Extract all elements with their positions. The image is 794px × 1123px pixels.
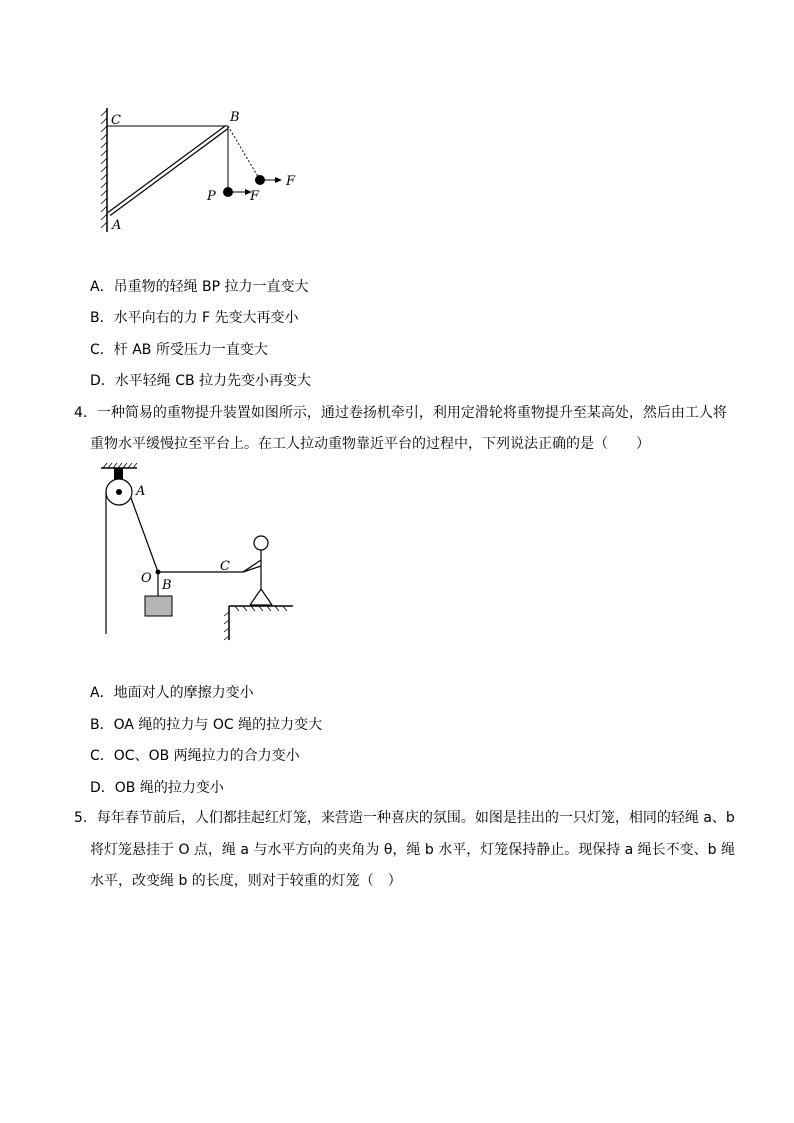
ball-p — [223, 187, 233, 197]
q5-stem-line2: 将灯笼悬挂于 O 点，绳 a 与水平方向的夹角为 θ，绳 b 水平，灯笼保持静止。现保持 a 绳长不变、b 绳 — [90, 842, 736, 858]
label-f1: F — [250, 189, 260, 204]
label-a: A — [136, 484, 146, 499]
q5-stem-line3: 水平，改变绳 b 的长度，则对于较重的灯笼（ ） — [90, 873, 402, 889]
rope-dotted — [228, 126, 260, 180]
arrow-f2 — [275, 177, 282, 183]
q3-option-c: C．杆 AB 所受压力一直变大 — [90, 342, 268, 358]
ball-2 — [255, 175, 265, 185]
label-b: B — [162, 578, 172, 593]
figure-pulley-worker — [95, 462, 305, 642]
label-b: B — [230, 110, 240, 125]
worker — [243, 536, 272, 605]
label-p: P — [207, 189, 216, 204]
wall-hatching — [101, 110, 107, 228]
q5-stem-line1: 5．每年春节前后，人们都挂起红灯笼，来营造一种喜庆的氛围。如图是挂出的一只灯笼，相同的轻绳 a、b — [74, 810, 735, 826]
knot-o — [156, 570, 161, 575]
q4-option-a: A．地面对人的摩擦力变小 — [90, 685, 254, 701]
q4-stem-line1: 4．一种简易的重物提升装置如图所示，通过卷扬机牵引，利用定滑轮将重物提升至某高处，然后由工人将 — [74, 405, 727, 421]
q3-option-a: A．吊重物的轻绳 BP 拉力一直变大 — [90, 279, 309, 295]
q4-stem-line2: 重物水平缓慢拉至平台上。在工人拉动重物靠近平台的过程中，下列说法正确的是（ ） — [90, 436, 650, 452]
q4-option-d: D．OB 绳的拉力变小 — [90, 780, 224, 796]
weight — [145, 596, 172, 616]
q3-option-d: D．水平轻绳 CB 拉力先变小再变大 — [90, 373, 312, 389]
label-f2: F — [286, 174, 296, 189]
rope-oa — [131, 498, 158, 572]
label-c: C — [111, 113, 121, 128]
figure-rod-pulley — [90, 100, 320, 240]
q4-option-b: B．OA 绳的拉力与 OC 绳的拉力变大 — [90, 717, 323, 733]
q3-option-b: B．水平向右的力 F 先变大再变小 — [90, 310, 299, 326]
label-c: C — [220, 559, 230, 574]
label-o: O — [141, 571, 152, 586]
q4-option-c: C．OC、OB 两绳拉力的合力变小 — [90, 748, 300, 764]
label-a: A — [112, 218, 122, 233]
